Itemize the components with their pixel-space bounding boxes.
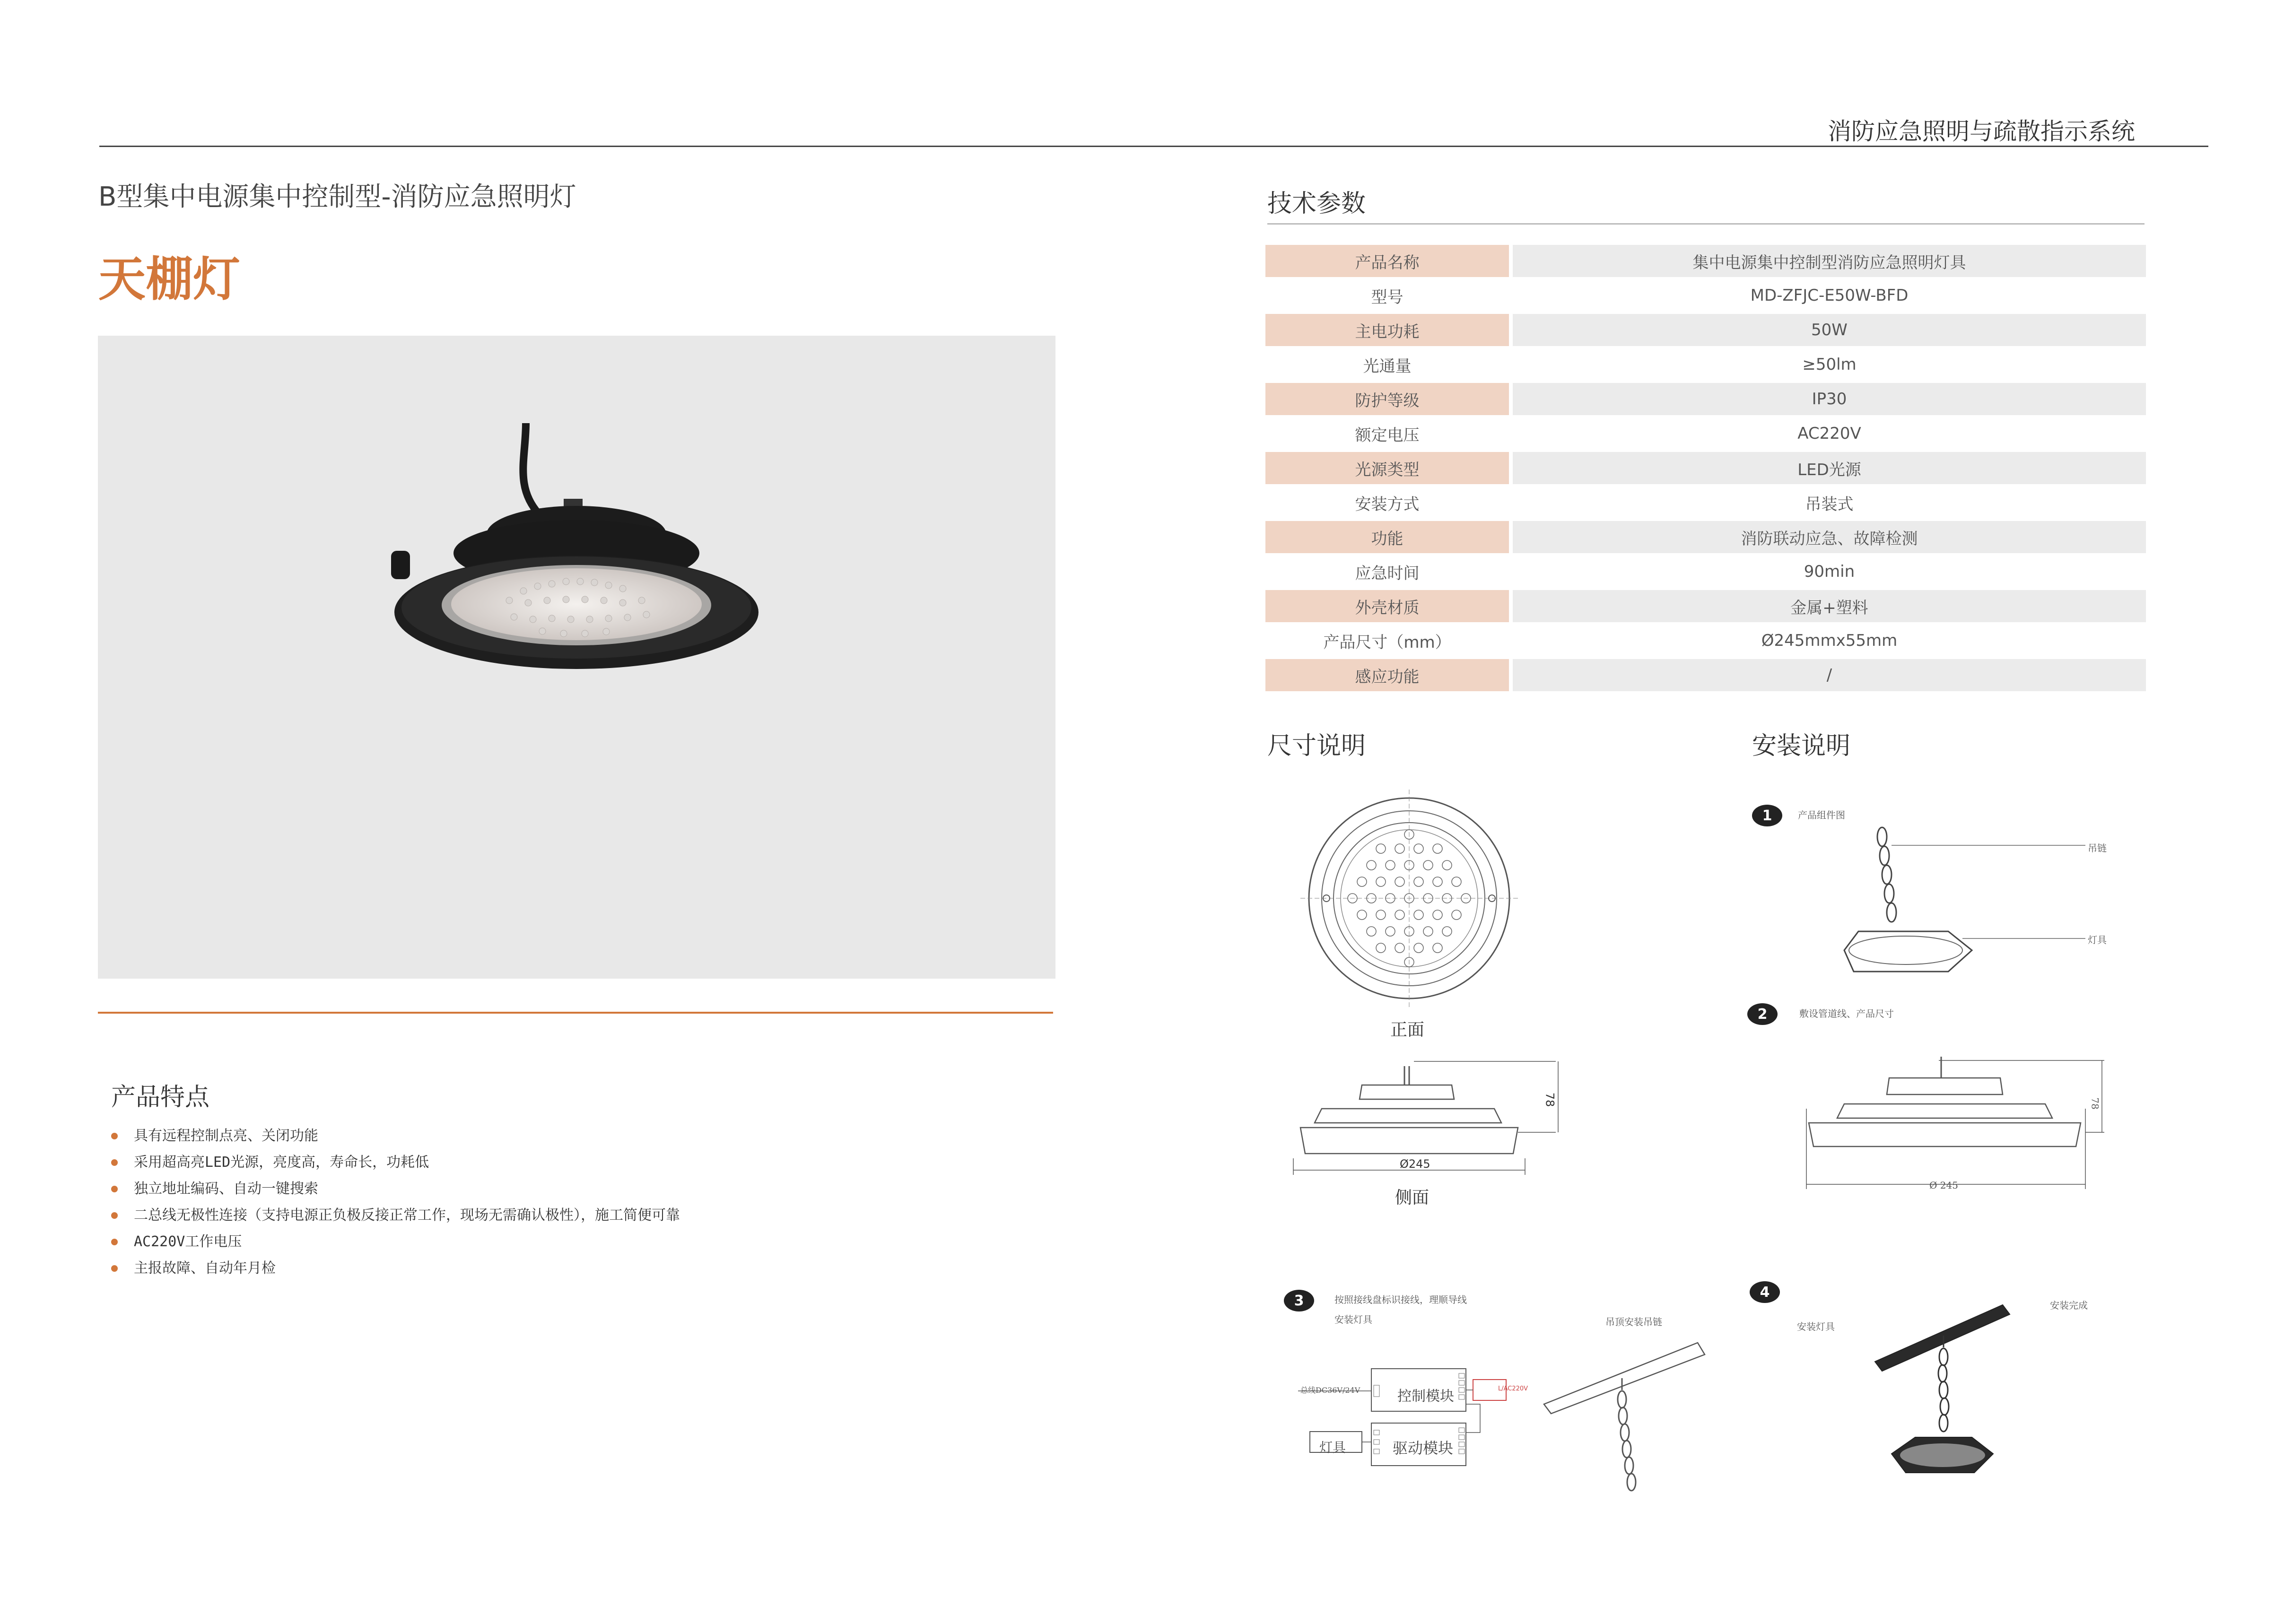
spec-value: AC220V	[1797, 424, 1861, 443]
side-height-label: 78	[1543, 1092, 1557, 1107]
specs-divider	[1267, 223, 2145, 225]
feature-item: 主报故障、自动年月检	[111, 1255, 680, 1282]
step-3-text: 按照接线盘标识接线，理顺导线	[1334, 1294, 1467, 1305]
wiring-lamp-label: 灯具	[1319, 1440, 1346, 1455]
bullet-icon	[111, 1186, 118, 1192]
spec-label: 型号	[1371, 287, 1404, 307]
side-diameter-label: Ø245	[1400, 1157, 1430, 1171]
bullet-icon	[111, 1133, 118, 1139]
spec-row	[1265, 417, 2146, 452]
spec-row	[1265, 452, 2146, 486]
step-3-badge: 3	[1284, 1290, 1314, 1311]
step-2-diameter: Ø 245	[1929, 1180, 1958, 1191]
spec-value: IP30	[1513, 383, 2146, 415]
spec-label: 外壳材质	[1265, 590, 1509, 622]
step-3-ceiling: 吊顶安装吊链	[1605, 1316, 1662, 1328]
product-photo	[98, 336, 1055, 979]
step-2-height: 78	[2089, 1097, 2101, 1110]
front-view-drawing	[1291, 780, 1537, 1026]
spec-row	[1265, 348, 2146, 383]
spec-label: 额定电压	[1355, 426, 1420, 445]
product-subtitle: B型集中电源集中控制型-消防应急照明灯	[98, 182, 576, 212]
step-2-text: 敷设管道线、产品尺寸	[1799, 1008, 1894, 1019]
spec-row	[1265, 521, 2146, 556]
spec-row	[1265, 659, 2146, 694]
side-view-drawing	[1291, 1057, 1575, 1184]
spec-label: 防护等级	[1265, 383, 1509, 415]
spec-label: 光通量	[1363, 356, 1412, 376]
spec-value: 90min	[1804, 562, 1855, 581]
feature-item: 独立地址编码、自动一键搜索	[111, 1176, 680, 1202]
spec-label: 产品尺寸（mm）	[1323, 633, 1451, 652]
spec-row	[1265, 556, 2146, 590]
control-module-label: 控制模块	[1397, 1388, 1454, 1405]
ceiling-lamp-illustration	[98, 336, 1055, 979]
step-1-badge: 1	[1752, 805, 1782, 826]
feature-item: 采用超高亮LED光源，亮度高，寿命长，功耗低	[111, 1149, 680, 1176]
header-title: 消防应急照明与疏散指示系统	[1828, 118, 2135, 145]
spec-label: 安装方式	[1355, 495, 1420, 514]
feature-item: AC220V工作电压	[111, 1229, 680, 1255]
spec-value: Ø245mmx55mm	[1761, 631, 1898, 650]
feature-item: 二总线无极性连接（支持电源正负极反接正常工作，现场无需确认极性），施工简便可靠	[111, 1202, 680, 1229]
step-4-text: 安装灯具	[1797, 1321, 1835, 1332]
spec-value: LED光源	[1513, 452, 2146, 484]
header-divider	[99, 146, 2208, 147]
wiring-diagram	[1298, 1362, 1534, 1480]
spec-value: 消防联动应急、故障检测	[1513, 521, 2146, 553]
bullet-icon	[111, 1212, 118, 1219]
bullet-icon	[111, 1159, 118, 1166]
specs-title: 技术参数	[1267, 190, 1366, 218]
feature-item: 具有远程控制点亮、关闭功能	[111, 1123, 680, 1149]
label-lamp: 灯具	[2088, 934, 2107, 946]
spec-value: 金属+塑料	[1513, 590, 2146, 622]
side-view-caption: 侧面	[1395, 1188, 1430, 1207]
front-view-caption: 正面	[1390, 1020, 1425, 1040]
spec-row	[1265, 625, 2146, 659]
label-chain: 吊链	[2088, 842, 2107, 854]
spec-label: 主电功耗	[1265, 314, 1509, 346]
spec-value: 吊装式	[1805, 495, 1854, 514]
features-list	[111, 1123, 680, 1282]
spec-value: 50W	[1513, 314, 2146, 346]
step-3-text2: 安装灯具	[1334, 1314, 1372, 1325]
spec-label: 应急时间	[1355, 564, 1420, 583]
features-title: 产品特点	[111, 1083, 210, 1112]
spec-label: 功能	[1265, 521, 1509, 553]
spec-value: ≥50lm	[1802, 355, 1857, 374]
drive-module-label: 驱动模块	[1393, 1439, 1454, 1457]
spec-row	[1265, 383, 2146, 417]
step-2-badge: 2	[1747, 1003, 1778, 1025]
spec-value: /	[1513, 659, 2146, 691]
section-divider	[98, 1012, 1053, 1014]
wiring-power-label: L/AC220V	[1498, 1385, 1528, 1392]
spec-row	[1265, 279, 2146, 314]
spec-value: 集中电源集中控制型消防应急照明灯具	[1513, 245, 2146, 277]
bullet-icon	[111, 1239, 118, 1245]
spec-value: MD-ZFJC-E50W-BFD	[1750, 286, 1909, 305]
spec-label: 感应功能	[1265, 659, 1509, 691]
step-1-text: 产品组件图	[1798, 809, 1845, 821]
dimensions-title: 尺寸说明	[1267, 732, 1366, 760]
spec-label: 产品名称	[1265, 245, 1509, 277]
spec-row	[1265, 245, 2146, 279]
product-title: 天棚灯	[98, 252, 240, 307]
spec-row	[1265, 314, 2146, 348]
bullet-icon	[111, 1265, 118, 1272]
step-4-drawing	[1873, 1295, 2014, 1494]
install-title: 安装说明	[1752, 732, 1851, 760]
step-1-drawing	[1839, 823, 2104, 983]
specs-table	[1265, 245, 2146, 694]
spec-label: 光源类型	[1265, 452, 1509, 484]
wiring-bus-label: 总线DC36V/24V	[1300, 1386, 1360, 1395]
step-4-done: 安装完成	[2050, 1300, 2088, 1311]
step-3-ceiling-drawing	[1542, 1333, 1712, 1503]
spec-row	[1265, 486, 2146, 521]
step-4-badge: 4	[1750, 1281, 1780, 1303]
spec-row	[1265, 590, 2146, 625]
